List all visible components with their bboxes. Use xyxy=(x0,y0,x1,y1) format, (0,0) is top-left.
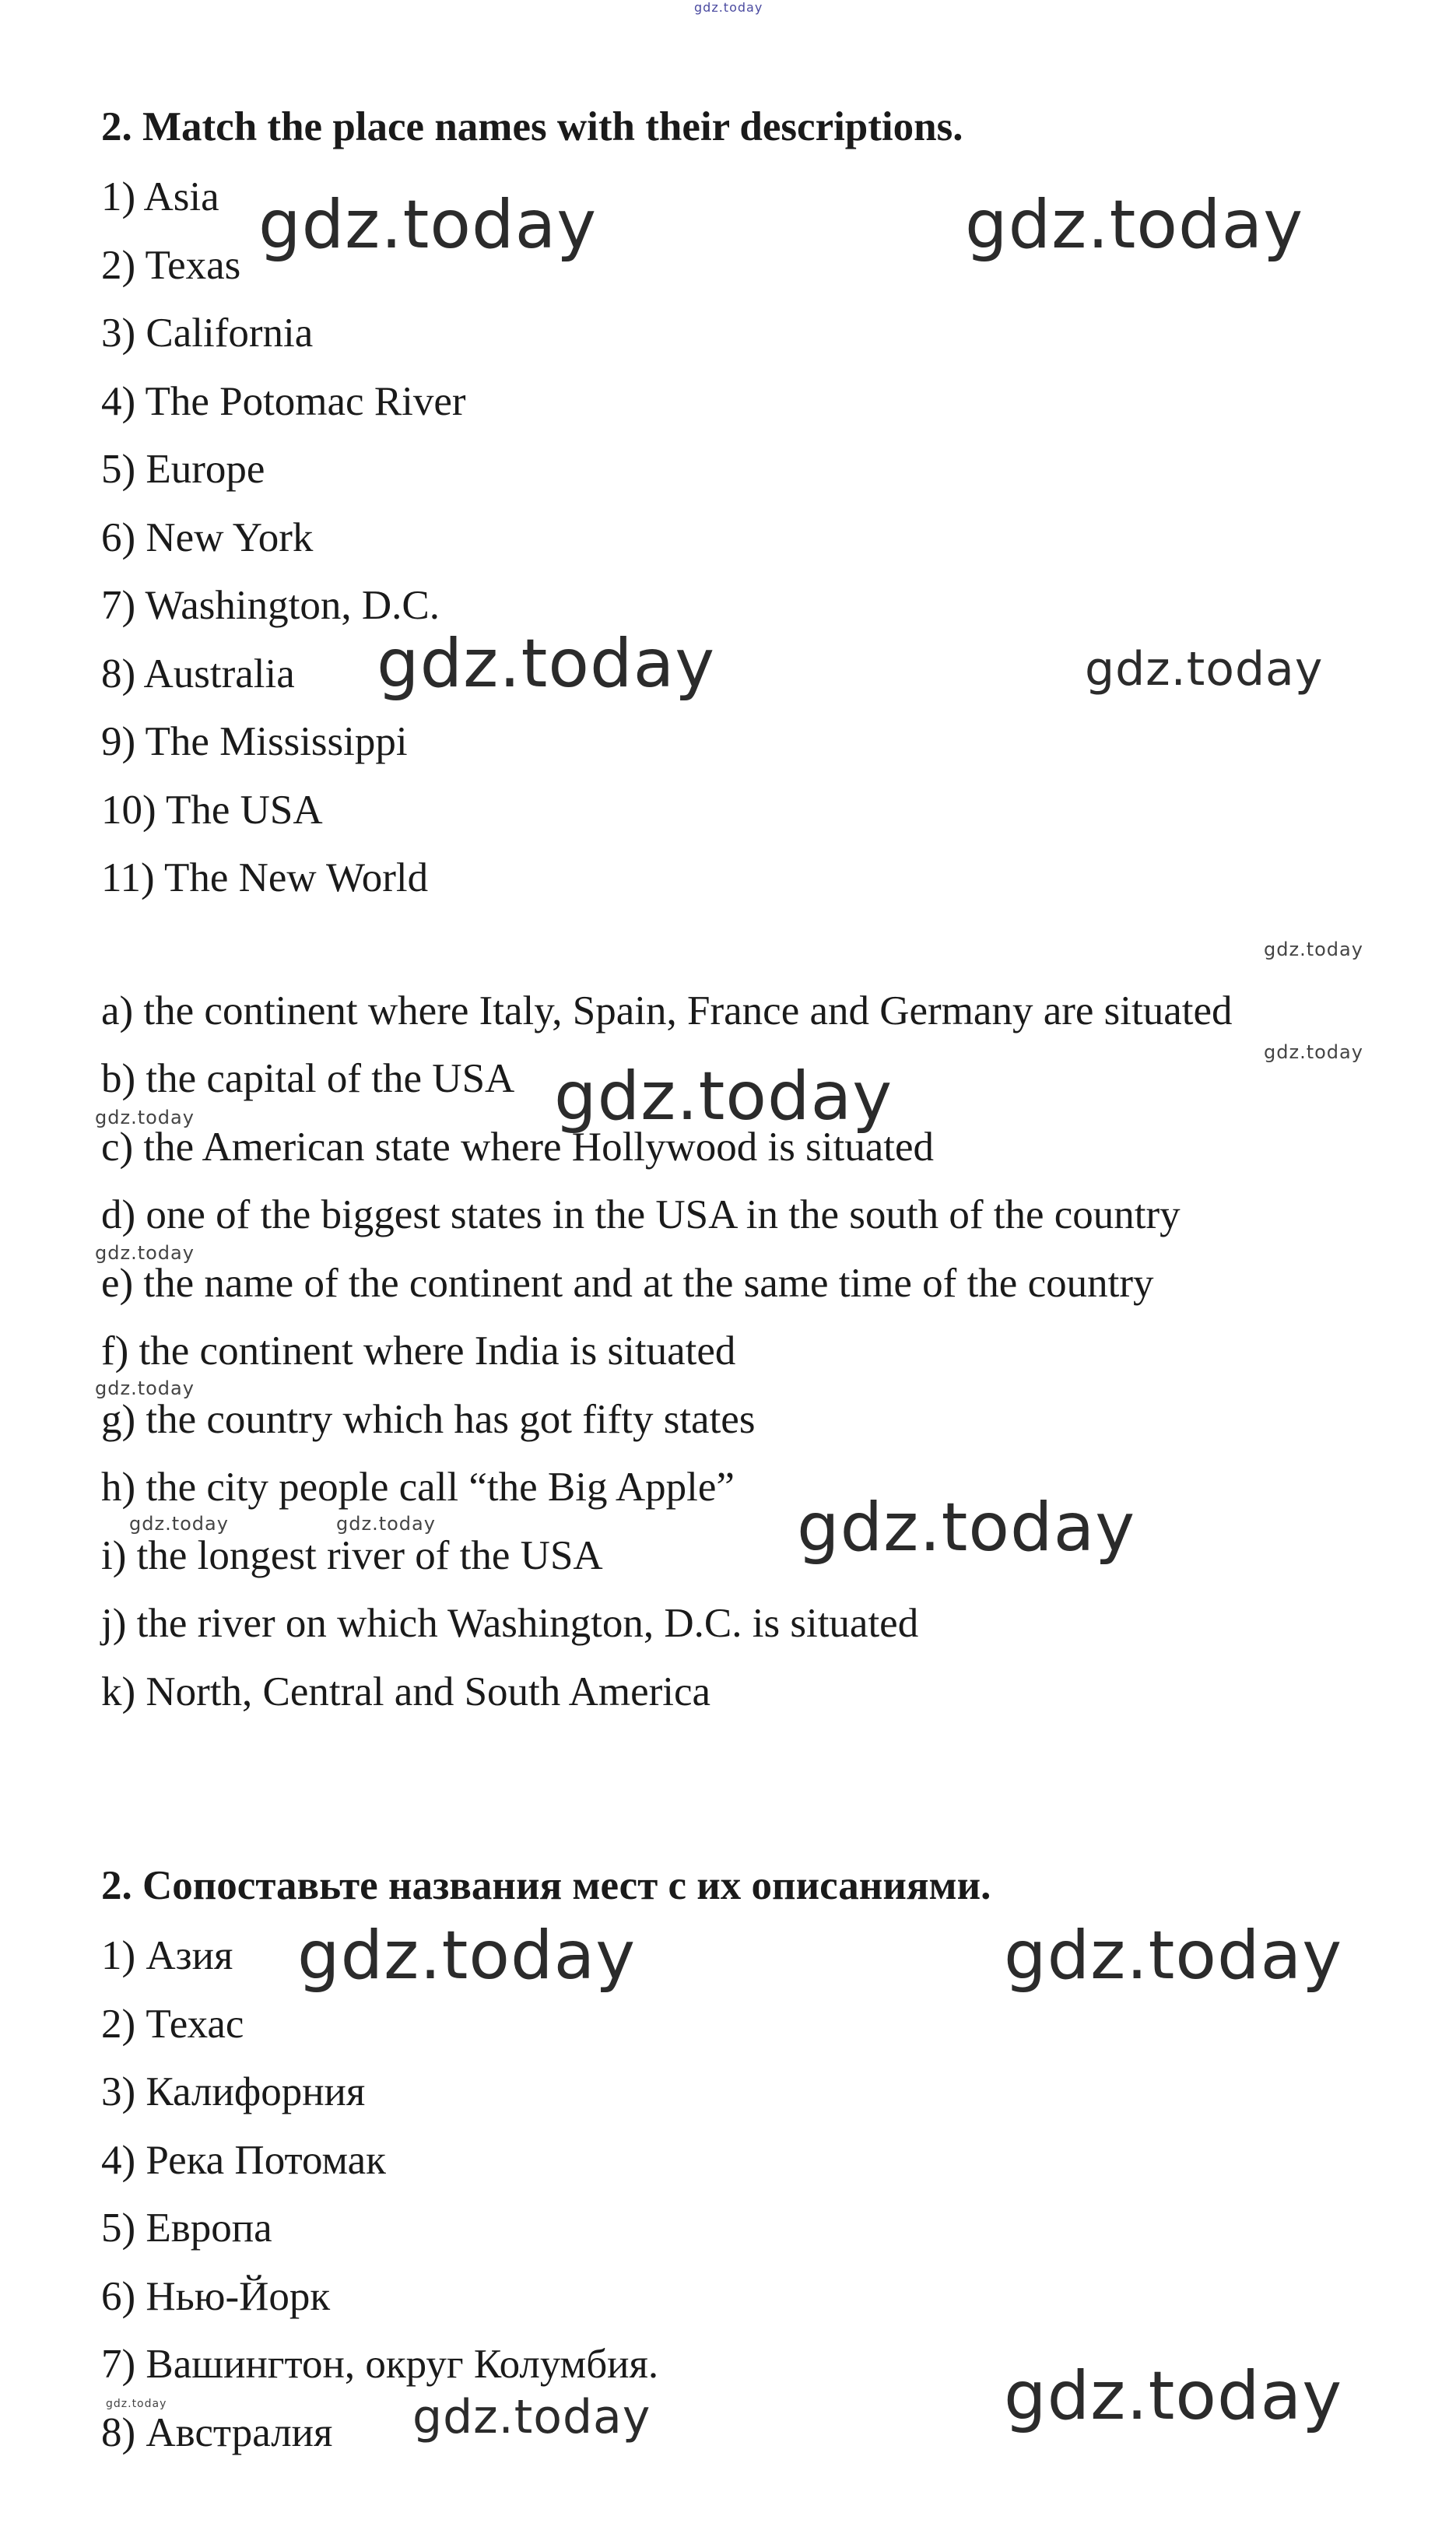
place-item: 1) Asia xyxy=(101,174,219,219)
exercise-heading: 2. Match the place names with their descriptions. xyxy=(101,104,963,149)
description-item: e) the name of the continent and at the same time of the country xyxy=(101,1260,1154,1306)
description-list xyxy=(101,977,1377,1727)
place-list xyxy=(101,163,1377,913)
watermark: gdz.today xyxy=(95,1242,195,1264)
description-item: i) the longest river of the USA xyxy=(101,1532,603,1578)
place-item: 7) Вашингтон, округ Колумбия. xyxy=(101,2342,659,2387)
place-item: 4) Река Потомак xyxy=(101,2137,386,2183)
description-item: d) one of the biggest states in the USA in the south of the country xyxy=(101,1192,1181,1237)
exercise-heading-translation: 2. Сопоставьте названия мест с их описаниями. xyxy=(101,1863,991,1908)
place-item: 2) Texas xyxy=(101,242,241,288)
watermark: gdz.today xyxy=(1004,1917,1343,1995)
watermark: gdz.today xyxy=(1264,1041,1363,1063)
watermark: gdz.today xyxy=(258,186,598,264)
place-item: 3) California xyxy=(101,311,314,356)
place-item: 2) Техас xyxy=(101,2001,244,2047)
description-item: f) the continent where India is situated xyxy=(101,1328,736,1374)
description-item: a) the continent where Italy, Spain, France and Germany are situated xyxy=(101,988,1233,1033)
watermark: gdz.today xyxy=(412,2390,651,2444)
watermark: gdz.today xyxy=(1085,642,1324,697)
russian-exercise xyxy=(101,1858,1377,2467)
watermark: gdz.today xyxy=(106,2398,167,2410)
watermark: gdz.today xyxy=(797,1489,1136,1567)
watermark: gdz.today xyxy=(554,1058,893,1135)
place-item: 4) The Potomac River xyxy=(101,378,466,424)
watermark: gdz.today xyxy=(1264,939,1363,960)
place-item: 7) Washington, D.C. xyxy=(101,583,440,628)
place-item: 8) Australia xyxy=(101,651,295,697)
place-list-translation xyxy=(101,1917,1377,2467)
english-exercise xyxy=(101,100,1377,1726)
place-item: 10) The USA xyxy=(101,787,323,833)
place-item: 6) Нью-Йорк xyxy=(101,2273,331,2319)
description-item: b) the capital of the USA xyxy=(101,1056,515,1101)
watermark: gdz.today xyxy=(1004,2357,1343,2435)
description-item: c) the American state where Hollywood is situated xyxy=(101,1124,934,1170)
description-item: g) the country which has got fifty states xyxy=(101,1396,756,1442)
place-item: 8) Австралия xyxy=(101,2409,333,2455)
place-item: 1) Азия xyxy=(101,1933,233,1978)
spacer xyxy=(101,913,1377,977)
place-item: 5) Европа xyxy=(101,2205,272,2251)
watermark: gdz.today xyxy=(377,625,716,703)
place-item: 3) Калифорния xyxy=(101,2069,366,2114)
description-item: k) North, Central and South America xyxy=(101,1669,711,1714)
watermark: gdz.today xyxy=(694,0,763,15)
description-item: h) the city people call “the Big Apple” xyxy=(101,1465,735,1510)
watermark: gdz.today xyxy=(297,1917,637,1995)
watermark: gdz.today xyxy=(336,1513,436,1535)
place-item: 9) The Mississippi xyxy=(101,719,408,764)
watermark: gdz.today xyxy=(95,1377,195,1399)
watermark: gdz.today xyxy=(129,1513,229,1535)
place-item: 11) The New World xyxy=(101,855,429,900)
place-item: 5) Europe xyxy=(101,447,265,492)
description-item: j) the river on which Washington, D.C. is situated xyxy=(101,1601,919,1646)
watermark: gdz.today xyxy=(95,1107,195,1128)
watermark: gdz.today xyxy=(965,186,1304,264)
place-item: 6) New York xyxy=(101,514,314,560)
